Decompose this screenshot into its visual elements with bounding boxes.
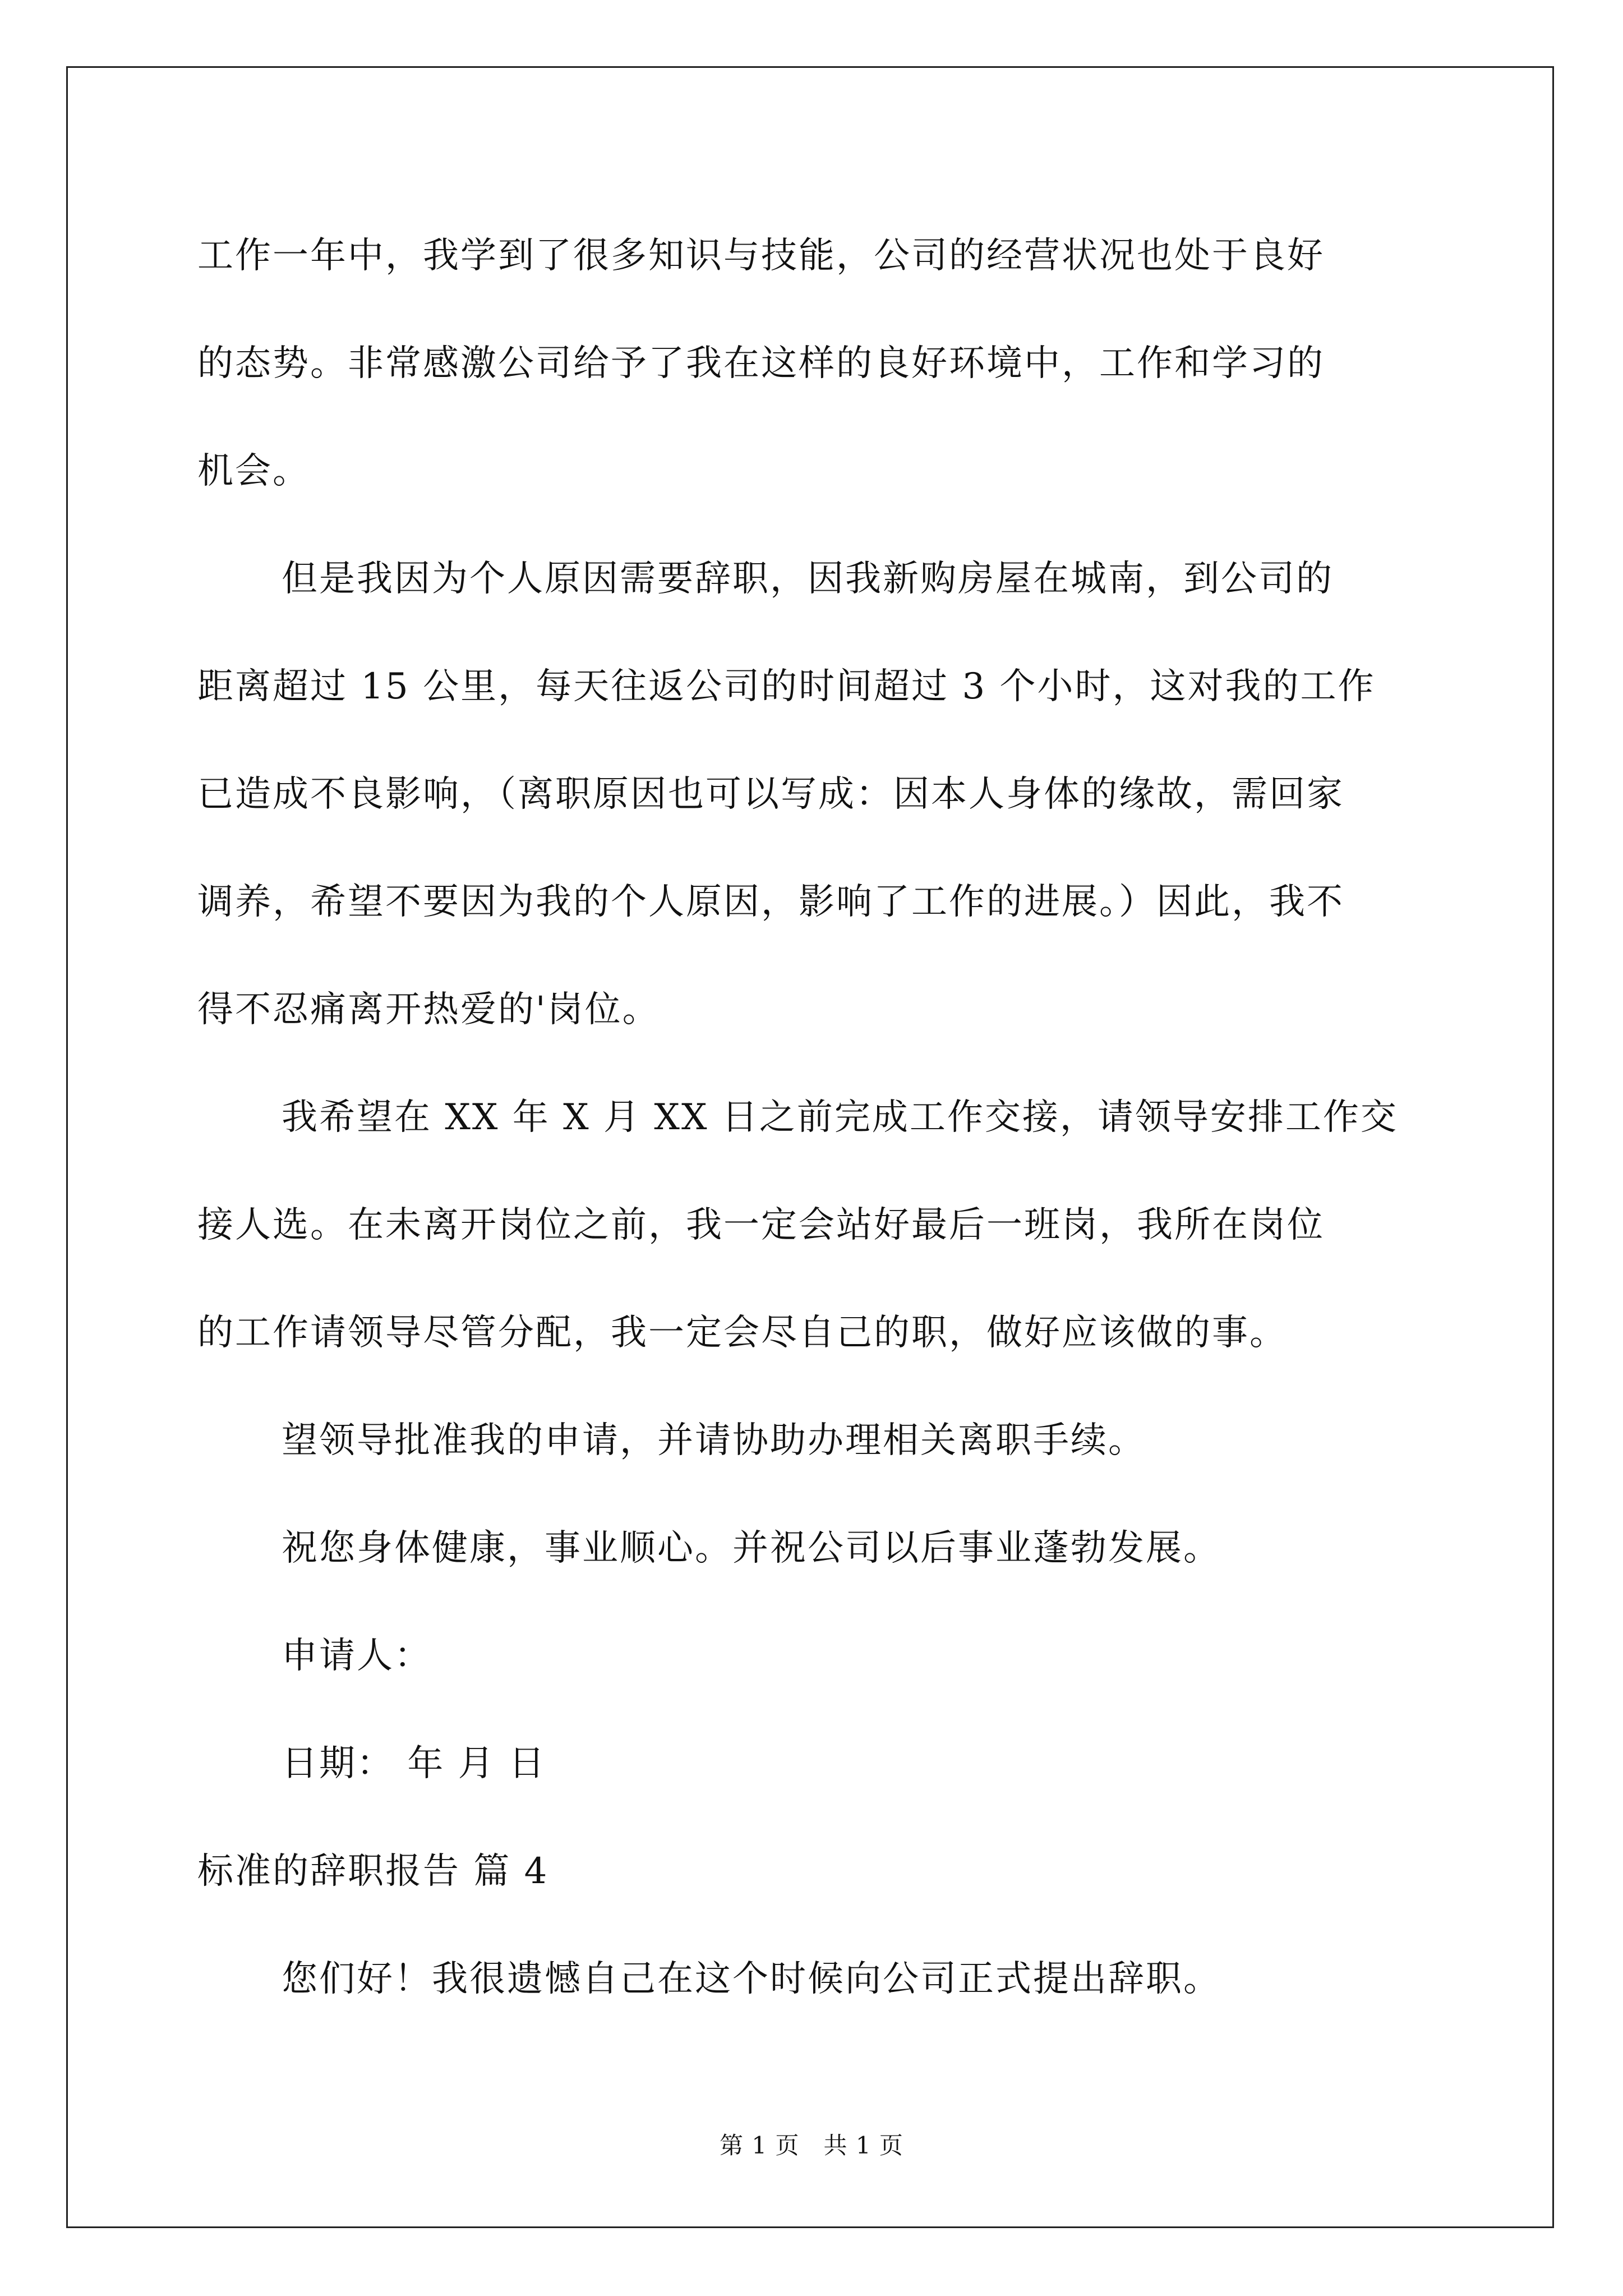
text-line: 距离超过 15 公里，每天往返公司的时间超过 3 个小时，这对我的工作 — [197, 666, 1376, 707]
text-line: 接人选。在未离开岗位之前，我一定会站好最后一班岗，我所在岗位 — [197, 1204, 1325, 1246]
document-body — [197, 202, 1431, 2033]
text-line: 调养，希望不要因为我的个人原因，影响了工作的进展。）因此，我不 — [197, 881, 1344, 923]
text-line: 的态势。非常感激公司给予了我在这样的良好环境中，工作和学习的 — [197, 343, 1325, 384]
applicant-line: 申请人： — [282, 1635, 432, 1677]
text-line: 机会。 — [197, 450, 310, 492]
paragraph-start-line: 但是我因为个人原因需要辞职，因我新购房屋在城南，到公司的 — [282, 558, 1334, 600]
paragraph-start-line: 望领导批准我的申请，并请协助办理相关离职手续。 — [282, 1420, 1146, 1461]
page-number: 第 1 页 共 1 页 — [720, 2132, 903, 2159]
date-line: 日期： 年 月 日 — [282, 1743, 547, 1784]
text-line: 得不忍痛离开热爱的'岗位。 — [197, 989, 660, 1030]
text-line: 的工作请领导尽管分配，我一定会尽自己的职，做好应该做的事。 — [197, 1312, 1287, 1354]
paragraph-start-line: 您们好！我很遗憾自己在这个时候向公司正式提出辞职。 — [282, 1958, 1221, 2000]
text-line: 工作一年中，我学到了很多知识与技能，公司的经营状况也处于良好 — [197, 235, 1325, 277]
section-heading: 标准的辞职报告 篇 4 — [197, 1851, 549, 1892]
paragraph-start-line: 我希望在 XX 年 X 月 XX 日之前完成工作交接，请领导安排工作交 — [282, 1097, 1398, 1138]
text-line: 已造成不良影响，（离职原因也可以写成：因本人身体的缘故，需回家 — [197, 774, 1344, 815]
paragraph-start-line: 祝您身体健康，事业顺心。并祝公司以后事业蓬勃发展。 — [282, 1527, 1221, 1569]
